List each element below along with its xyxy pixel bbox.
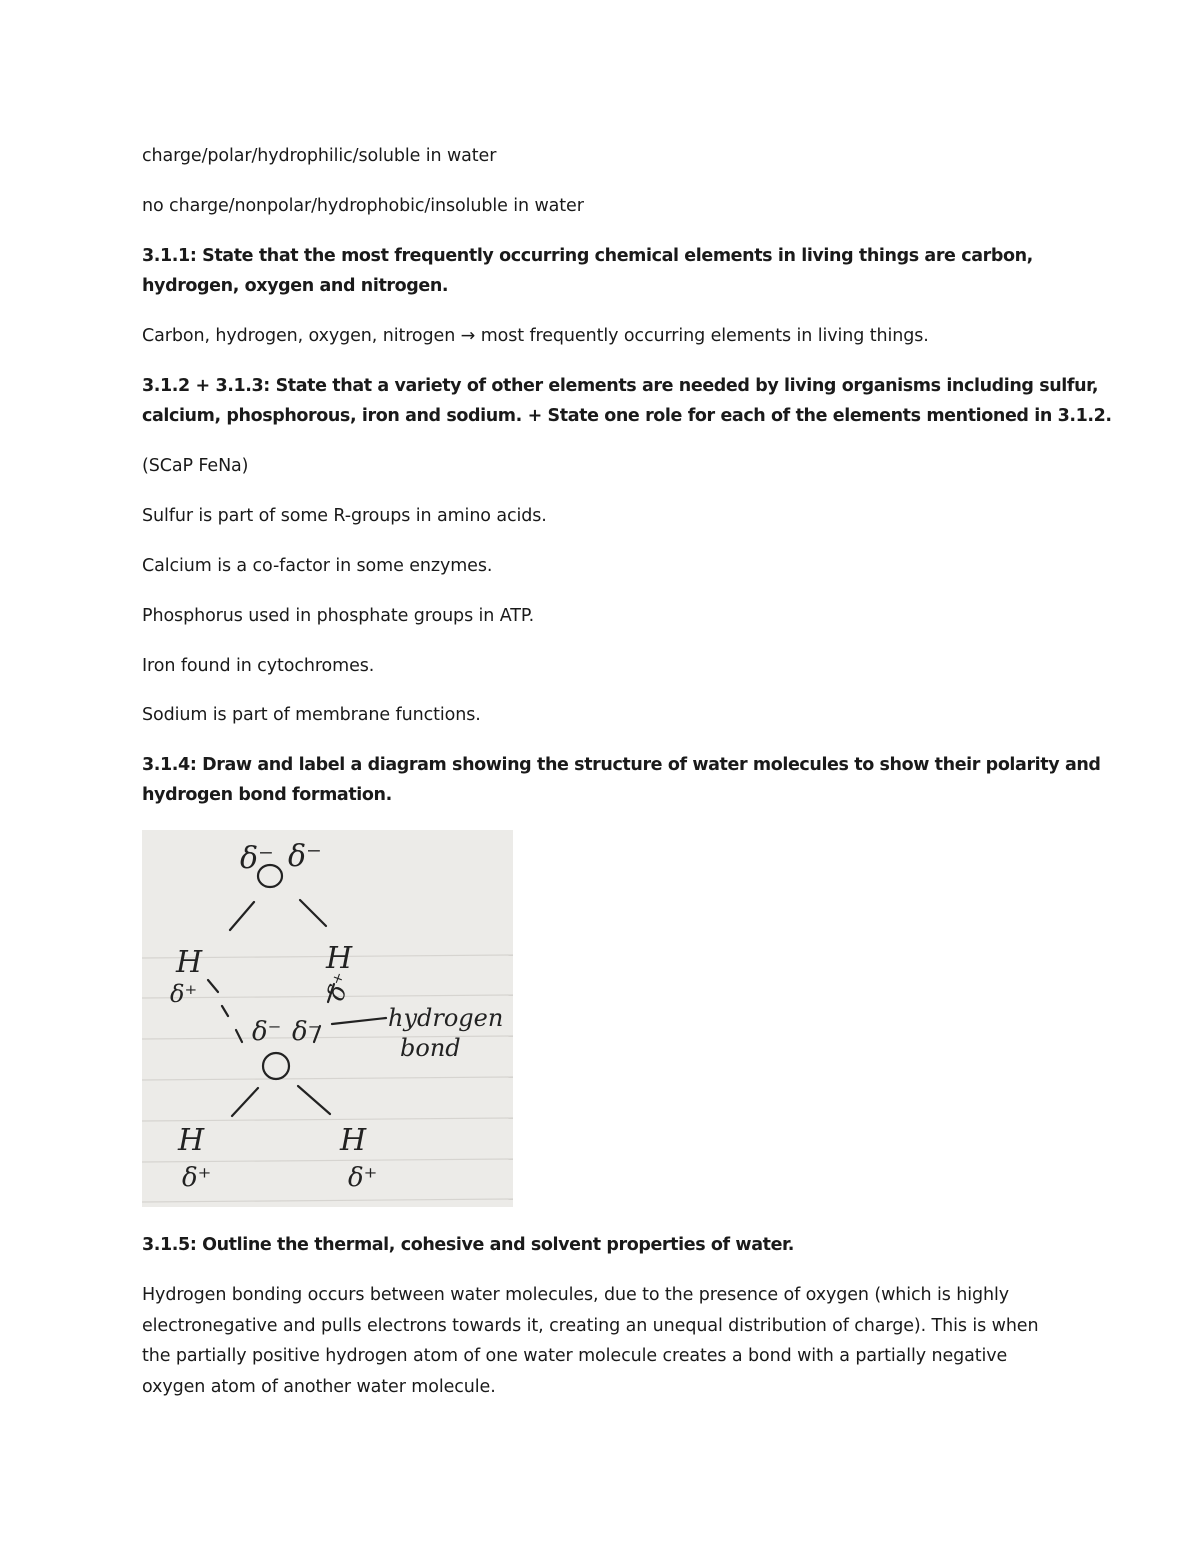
paragraph-3-1-5-line-4: oxygen atom of another water molecule. — [142, 1377, 496, 1397]
nonpolar-line: no charge/nonpolar/hydrophobic/insoluble in water — [142, 196, 584, 216]
mnemonic: (SCaP FeNa) — [142, 456, 249, 476]
hbond-left-dash-1 — [208, 980, 218, 992]
element-role-calcium: Calcium is a co-factor in some enzymes. — [142, 556, 493, 576]
bottom-oxygen-delta-minus-right: δ⁻ — [292, 1017, 322, 1047]
heading-3-1-2-line-2: calcium, phosphorous, iron and sodium. + State one role for each of the elements mentioned in 3.1.2. — [142, 406, 1112, 426]
heading-3-1-4-line-1: 3.1.4: Draw and label a diagram showing the structure of water molecules to show their polarity and — [142, 755, 1101, 775]
top-left-hydrogen: H — [176, 945, 203, 980]
bottom-bond-right — [298, 1086, 330, 1114]
top-oxygen-delta-minus-right: δ⁻ — [288, 839, 322, 874]
paragraph-3-1-5-line-1: Hydrogen bonding occurs between water molecules, due to the presence of oxygen (which is highly — [142, 1285, 1010, 1305]
heading-3-1-5: 3.1.5: Outline the thermal, cohesive and solvent properties of water. — [142, 1235, 795, 1255]
top-oxygen-delta-minus-left: δ⁻ — [240, 841, 274, 876]
top-left-delta-plus: δ⁺ — [170, 980, 198, 1008]
hbond-left-dash-3 — [236, 1030, 242, 1042]
top-bond-right — [300, 900, 326, 926]
bottom-bond-left — [232, 1088, 258, 1116]
top-bond-left — [230, 902, 254, 930]
bottom-oxygen-atom — [263, 1053, 289, 1079]
heading-3-1-1-line-1: 3.1.1: State that the most frequently occurring chemical elements in living things are carbon, — [142, 246, 1033, 266]
bottom-right-hydrogen: H — [340, 1123, 367, 1158]
paragraph-3-1-5-line-2: electronegative and pulls electrons towards it, creating an unequal distribution of charge). This is when — [142, 1316, 1039, 1336]
bottom-left-hydrogen: H — [178, 1123, 205, 1158]
hbond-left-dash-2 — [222, 1006, 228, 1016]
top-right-delta-plus: δ⁺ — [321, 969, 358, 1005]
hydrogen-bond-label-pointer — [332, 1018, 386, 1024]
heading-3-1-1-line-2: hydrogen, oxygen and nitrogen. — [142, 276, 449, 296]
water-molecule-diagram — [142, 830, 513, 1207]
element-role-phosphorus: Phosphorus used in phosphate groups in ATP. — [142, 606, 535, 626]
hydrogen-bond-label-line-2: bond — [400, 1034, 461, 1062]
water-diagram-svg — [142, 830, 513, 1207]
polar-line: charge/polar/hydrophilic/soluble in water — [142, 146, 497, 166]
bottom-right-delta-plus: δ⁺ — [348, 1163, 378, 1193]
hydrogen-bond-label-line-1: hydrogen — [388, 1004, 504, 1032]
heading-3-1-4-line-2: hydrogen bond formation. — [142, 785, 392, 805]
top-right-hydrogen: H — [326, 941, 353, 976]
element-role-sulfur: Sulfur is part of some R-groups in amino acids. — [142, 506, 547, 526]
heading-3-1-2-line-1: 3.1.2 + 3.1.3: State that a variety of other elements are needed by living organisms including sulfur, — [142, 376, 1099, 396]
answer-3-1-1: Carbon, hydrogen, oxygen, nitrogen → most frequently occurring elements in living things. — [142, 326, 929, 346]
element-role-sodium: Sodium is part of membrane functions. — [142, 705, 481, 725]
bottom-left-delta-plus: δ⁺ — [182, 1163, 212, 1193]
bottom-oxygen-delta-minus-left: δ⁻ — [252, 1017, 282, 1047]
element-role-iron: Iron found in cytochromes. — [142, 656, 375, 676]
paragraph-3-1-5-line-3: the partially positive hydrogen atom of one water molecule creates a bond with a partially negative — [142, 1346, 1008, 1366]
